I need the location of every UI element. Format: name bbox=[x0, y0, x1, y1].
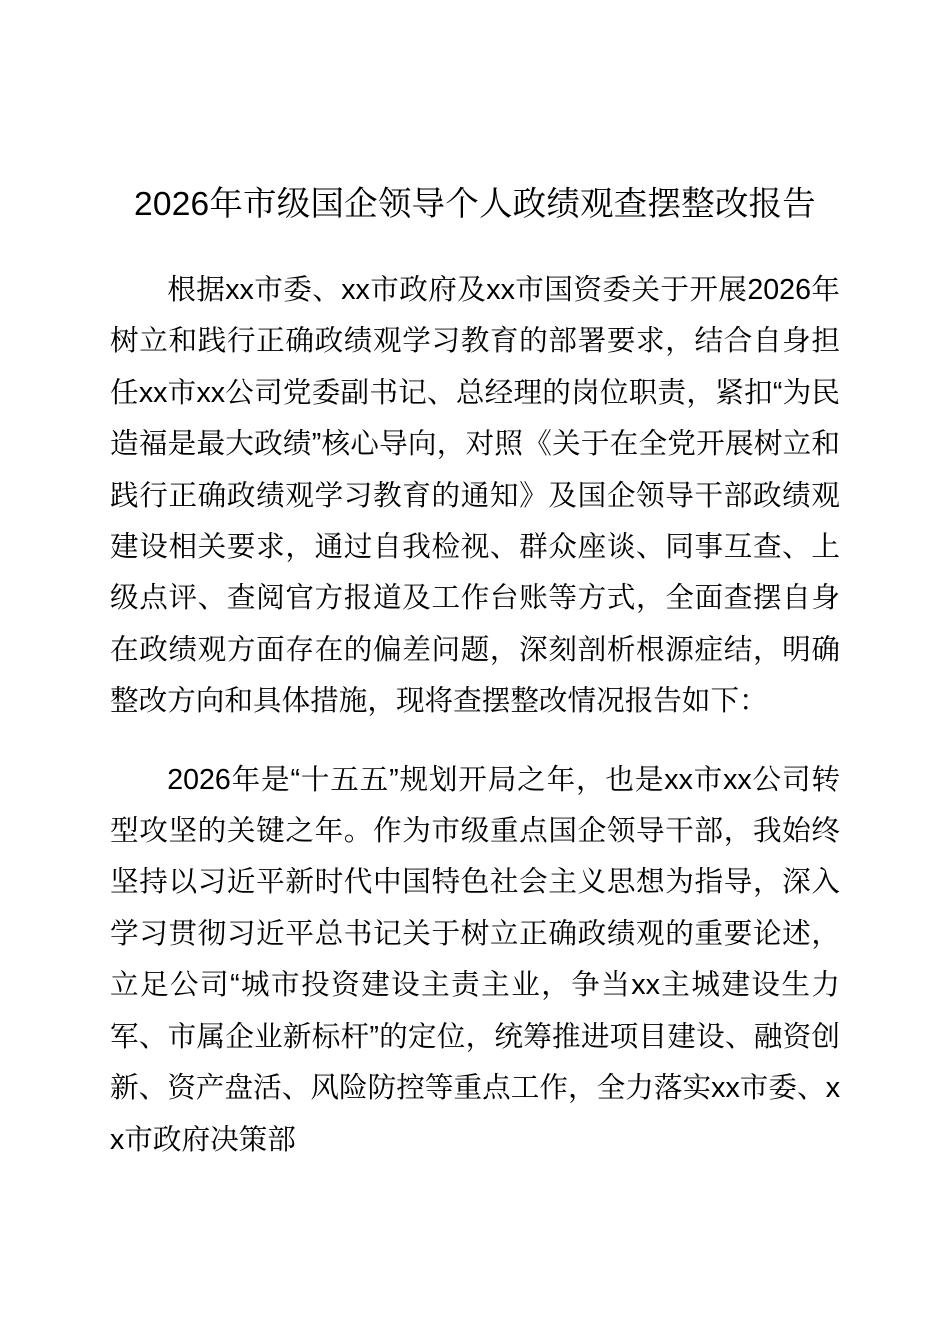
body-paragraph-2: 2026年是“十五五”规划开局之年，也是xx市xx公司转型攻坚的关键之年。作为市级重点国企领导干部，我始终坚持以习近平新时代中国特色社会主义思想为指导，深入学习贯彻习近平总书记关于树立正确政绩观的重要论述，立足公司“城市投资建设主责主业，争当xx主城建设生力军、市属企业新标杆”的定位，统筹推进项目建设、融资创新、资产盘活、风险防控等重点工作，全力落实xx市委、xx市政府决策部 bbox=[110, 763, 840, 1156]
body-paragraph-1: 根据xx市委、xx市政府及xx市国资委关于开展2026年树立和践行正确政绩观学习教育的部署要求，结合自身担任xx市xx公司党委副书记、总经理的岗位职责，紧扣“为民造福是最大政绩”核心导向，对照《关于在全党开展树立和践行正确政绩观学习教育的通知》及国企领导干部政绩观建设相关要求，通过自我检视、群众座谈、同事互查、上级点评、查阅官方报道及工作台账等方式，全面查摆自身在政绩观方面存在的偏差问题，深刻剖析根源症结，明确整改方向和具体措施，现将查摆整改情况报告如下： bbox=[110, 274, 840, 718]
document-title: 2026年市级国企领导个人政绩观查摆整改报告 bbox=[134, 186, 816, 223]
page-content-area bbox=[110, 0, 840, 1166]
